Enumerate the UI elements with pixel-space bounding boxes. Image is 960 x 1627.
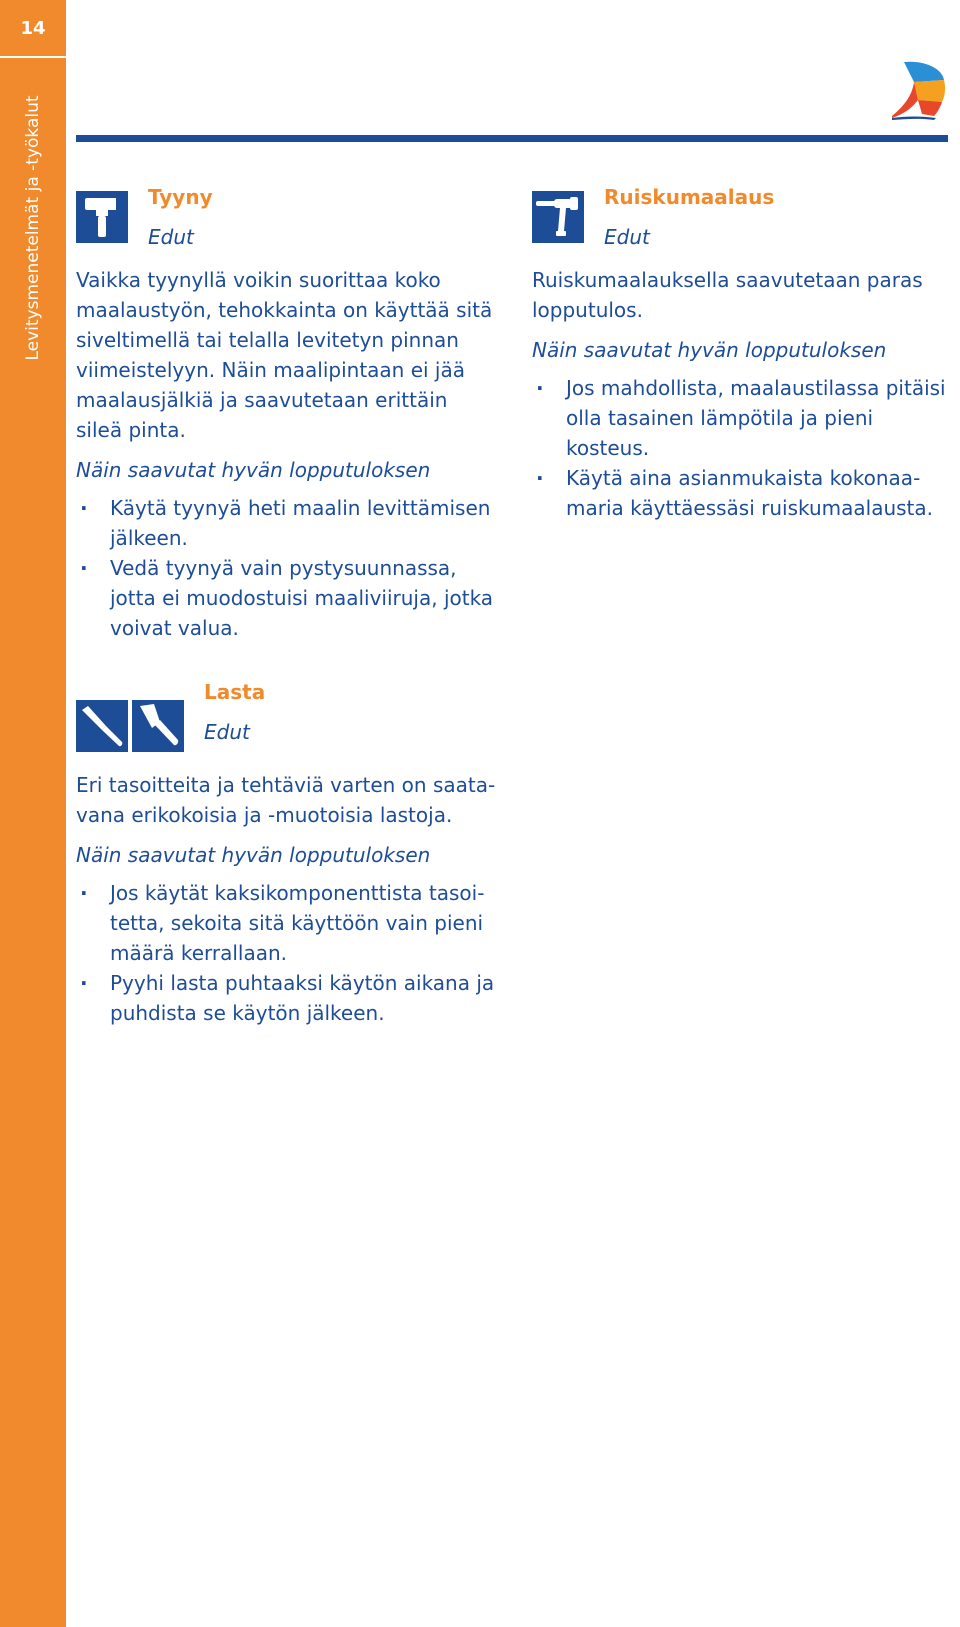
icon-pair [76, 700, 184, 752]
section-subtitle: Edut [604, 225, 650, 249]
section-body: Ruiskumaalauksella saavutetaan paras lopputulos. [532, 268, 923, 322]
section-lead: Näin saavutat hyvän lopputuloksen [76, 843, 431, 867]
page-number-divider [0, 56, 66, 58]
section-subtitle: Edut [148, 225, 194, 249]
section-title: Ruiskumaalaus [604, 185, 775, 209]
bullet-list [76, 878, 496, 1028]
bullet-list [532, 373, 952, 523]
section-lasta [76, 680, 496, 1028]
sidebar [0, 0, 66, 1627]
list-item: · Jos mahdollista, maalaustilassa pitäisi olla tasainen lämpötila ja pieni kosteus. [532, 373, 952, 463]
section-title: Lasta [204, 680, 266, 704]
list-item: · Pyyhi lasta puhtaaksi käytön aikana ja puhdista se käytön jälkeen. [76, 968, 496, 1028]
header-rule [76, 135, 948, 142]
page-number: 14 [20, 17, 46, 39]
section-lead: Näin saavutat hyvän lopputuloksen [76, 458, 431, 482]
list-item: · Käytä aina asianmukaista kokonaamaria käyttäessäsi ruiskumaalausta. [532, 463, 952, 523]
section-body: Vaikka tyynyllä voikin suorittaa koko maalaustyön, tehokkainta on käyttää sitä siveltimellä tai telalla levitetyn pinnan viimeistelyyn. Näin maalipintaan ei jää maalausjälkiä ja saavutetaan erittäin sileä pinta. [76, 268, 493, 442]
sail-logo-icon [890, 58, 948, 122]
section-tyyny [76, 185, 496, 643]
bullet-list [76, 493, 496, 643]
section-ruiskumaalaus [532, 185, 952, 523]
section-lead: Näin saavutat hyvän lopputuloksen [532, 338, 887, 362]
list-item: · Jos käytät kaksikomponenttista tasoitetta, sekoita sitä käyttöön vain pieni määrä kerrallaan. [76, 878, 496, 968]
section-title: Tyyny [148, 185, 213, 209]
list-item: · Vedä tyynyä vain pystysuunnassa, jotta ei muodostuisi maaliviiruja, jotka voivat valua. [76, 553, 496, 643]
section-header [532, 185, 952, 265]
pad-roller-icon [76, 191, 128, 243]
list-item: · Käytä tyynyä heti maalin levittämisen jälkeen. [76, 493, 496, 553]
section-header [76, 680, 496, 770]
putty-knife-icon [132, 700, 184, 752]
section-body: Eri tasoitteita ja tehtäviä varten on saatavana erikokoisia ja -muotoisia lastoja. [76, 773, 496, 827]
sidebar-title: Levitysmenetelmät ja -työkalut [23, 95, 43, 361]
spray-gun-icon [532, 191, 584, 243]
section-subtitle: Edut [204, 720, 250, 744]
narrow-spatula-icon [76, 700, 128, 752]
section-header [76, 185, 496, 265]
